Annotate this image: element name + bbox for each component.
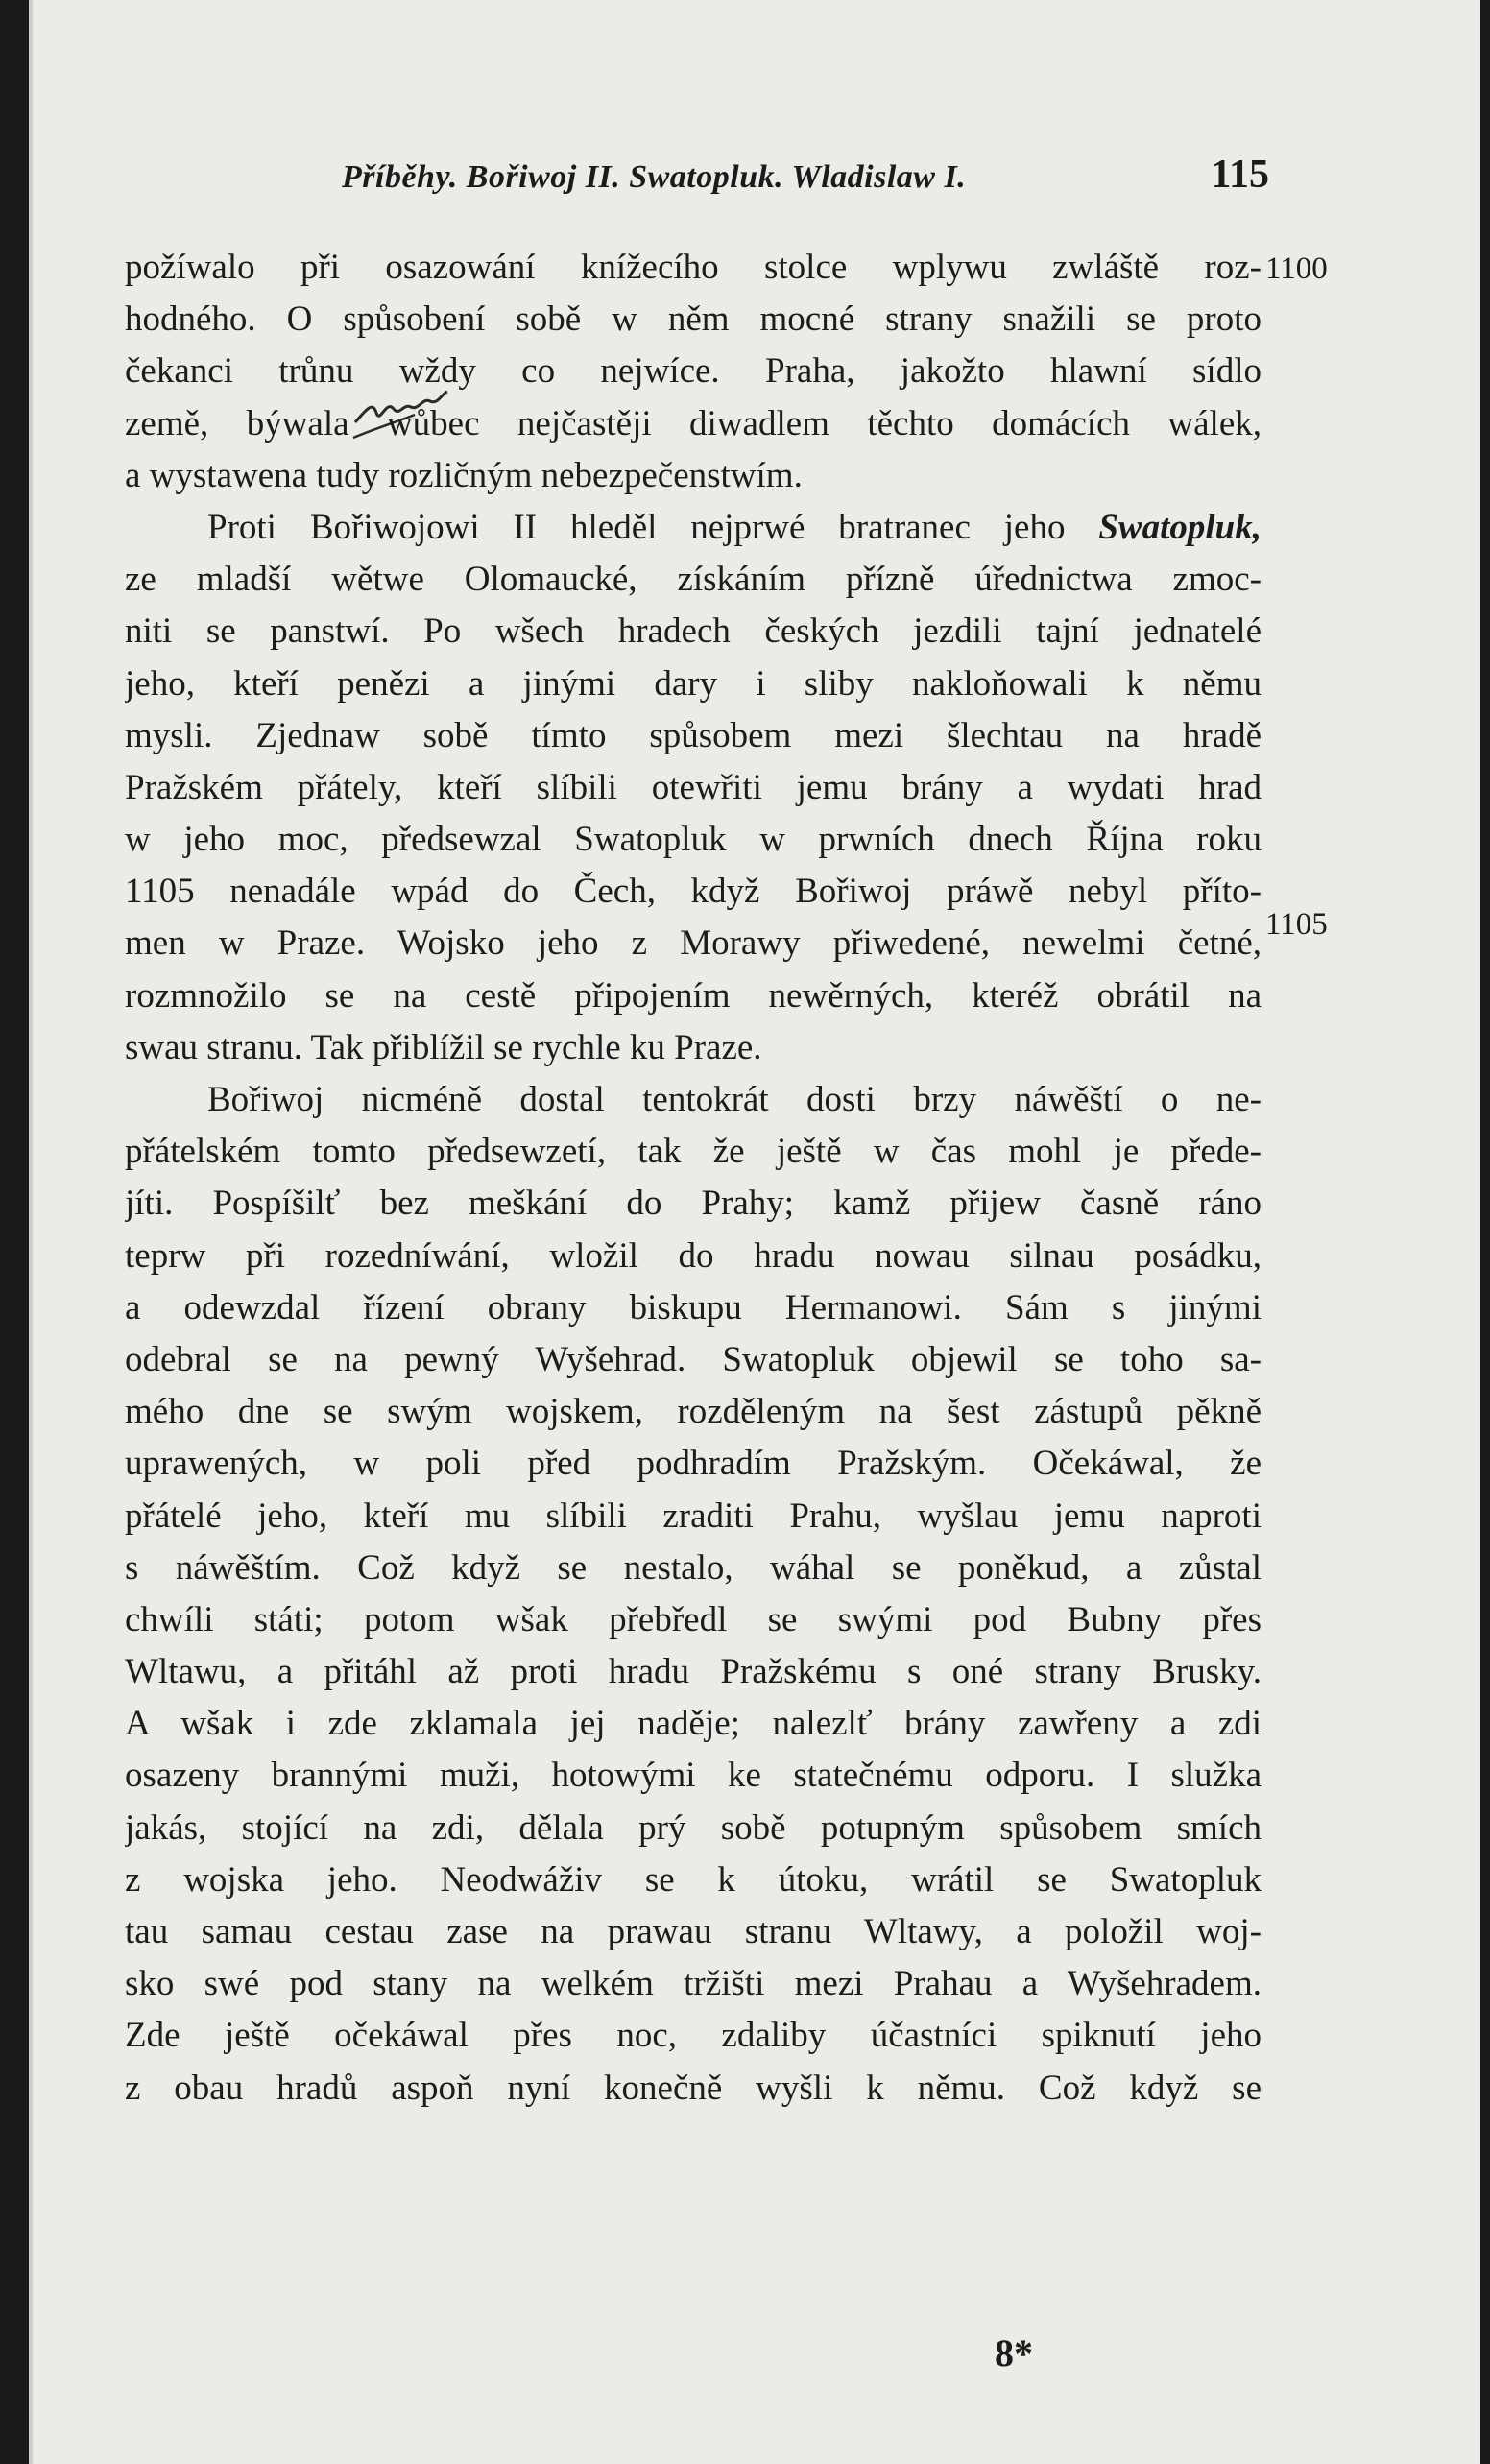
text-line: z wojska jeho. Neodwáživ se k útoku, wrátil se Swatopluk xyxy=(125,1859,1262,1900)
text-line: s náwěštím. Což když se nestalo, wáhal se poněkud, a zůstal xyxy=(125,1547,1262,1588)
text-line: 1105 nenadále wpád do Čech, když Bořiwoj práwě nebyl příto- xyxy=(125,872,1262,912)
margin-year-1100: 1100 xyxy=(1265,251,1328,286)
running-title: Příběhy. Bořiwoj II. Swatopluk. Wladislaw I. xyxy=(342,159,967,195)
text-line: Zde ještě očekáwal přes noc, zdaliby účastníci spiknutí jeho xyxy=(125,2016,1262,2056)
text-line: w jeho moc, předsewzal Swatopluk w prwních dnech Října roku xyxy=(125,820,1262,860)
text-line-with-name xyxy=(125,502,1262,554)
text-line: jakás, stojící na zdi, dělala prý sobě potupným spůsobem smích xyxy=(125,1807,1262,1848)
page-header xyxy=(342,152,1269,209)
text-line: swau stranu. Tak přiblížil se rychle ku Praze. xyxy=(125,1027,762,1067)
text-line: mysli. Zjednaw sobě tímto spůsobem mezi šlechtau na hradě xyxy=(125,715,1262,755)
text-line: jíti. Pospíšilť bez meškání do Prahy; kamž přijew časně ráno xyxy=(125,1184,1262,1224)
body-text xyxy=(125,242,1262,2115)
signature-mark: 8* xyxy=(995,2332,1033,2375)
margin-year-1105: 1105 xyxy=(1265,907,1328,942)
text-line: teprw při rozedníwání, wložil do hradu nowau silnau posádku, xyxy=(125,1235,1262,1276)
text-line: mého dne se swým wojskem, rozděleným na šest zástupů pěkně xyxy=(125,1392,1262,1432)
text-line: požíwalo při osazowání knížecího stolce wplywu zwláště roz- xyxy=(125,248,1262,287)
text-line: a wystawena tudy rozličným nebezpečenstwím. xyxy=(125,455,803,495)
text-line: tau samau cestau zase na prawau stranu Wltawy, a položil woj- xyxy=(125,1912,1262,1951)
italic-name: Swatopluk, xyxy=(1098,507,1262,547)
text-line: sko swé pod stany na welkém tržišti mezi Prahau a Wyšehradem. xyxy=(125,1964,1262,2004)
text-line: odebral se na pewný Wyšehrad. Swatopluk objewil se toho sa- xyxy=(125,1339,1262,1379)
text-line: rozmnožilo se na cestě připojením newěrných, kteréž obrátil na xyxy=(125,975,1262,1016)
text-line: Wltawu, a přitáhl až proti hradu Pražskému s oné strany Brusky. xyxy=(125,1652,1262,1692)
text-line: Pražském přátely, kteří slíbili otewřiti jemu brány a wydati hrad xyxy=(125,767,1262,807)
text-line: přátelé jeho, kteří mu slíbili zraditi Prahu, wyšlau jemu naproti xyxy=(125,1495,1262,1536)
text-line: uprawených, w poli před podhradím Pražským. Očekáwal, že xyxy=(125,1444,1262,1484)
text-line: země, býwala wůbec nejčastěji diwadlem těchto domácích wálek, xyxy=(125,403,1262,443)
text-line: chwíli státi; potom wšak přebředl se swými pod Bubny přes xyxy=(125,1599,1262,1639)
text-line: přátelském tomto předsewzetí, tak že ještě w čas mohl je přede- xyxy=(125,1132,1262,1172)
text-line: men w Praze. Wojsko jeho z Morawy přiwedené, newelmi četné, xyxy=(125,923,1262,964)
text-line: osazeny brannými muži, hotowými ke statečnému odporu. I služka xyxy=(125,1756,1262,1796)
text-line: z obau hradů aspoň nyní konečně wyšli k němu. Což když se xyxy=(125,2068,1262,2108)
text-line: a odewzdal řízení obrany biskupu Hermanowi. Sám s jinými xyxy=(125,1287,1262,1328)
text-line: Bořiwoj nicméně dostal tentokrát dosti brzy náwěští o ne- xyxy=(207,1080,1262,1119)
text-line: Proti Bořiwojowi II hleděl nejprwé bratranec jeho xyxy=(207,507,1066,547)
book-page xyxy=(29,0,1480,2464)
text-line: A wšak i zde zklamala jej naděje; nalezlť brány zawřeny a zdi xyxy=(125,1704,1262,1744)
text-line: ze mladší wětwe Olomaucké, získáním přízně úřednictwa zmoc- xyxy=(125,560,1262,600)
page-number: 115 xyxy=(1211,153,1269,197)
text-line: čekanci trůnu wždy co nejwíce. Praha, jakožto hlawní sídlo xyxy=(125,351,1262,392)
text-line: hodného. O spůsobení sobě w něm mocné strany snažili se proto xyxy=(125,299,1262,340)
text-line: niti se panstwí. Po wšech hradech českých jezdili tajní jednatelé xyxy=(125,611,1262,652)
text-line: jeho, kteří penězi a jinými dary i sliby nakloňowali k němu xyxy=(125,663,1262,704)
